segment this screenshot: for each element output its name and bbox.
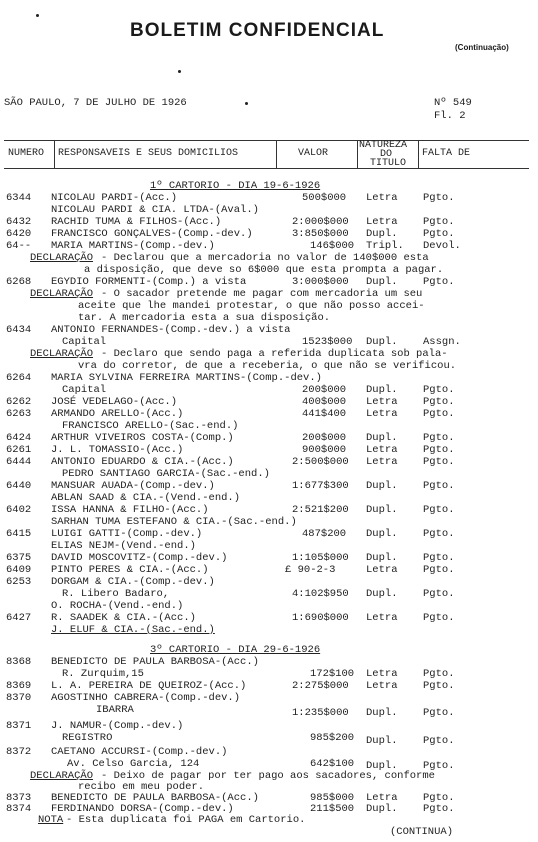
entry-number: 8369 bbox=[6, 680, 32, 692]
entry-party: Capital bbox=[62, 384, 107, 396]
declaration-text: - Declarou que a mercadoria no valor de 140$000 esta bbox=[101, 252, 429, 264]
entry-reason: Pgto. bbox=[423, 432, 455, 444]
entry-value: 200$000 bbox=[302, 432, 347, 444]
entry-value: 3:000$000 bbox=[292, 276, 349, 288]
entry-value: 172$100 bbox=[310, 668, 355, 680]
entry-reason: Pgto. bbox=[423, 480, 455, 492]
entry-party: Av. Celso Garcia, 124 bbox=[67, 758, 200, 770]
entry-value: 2:521$200 bbox=[292, 504, 349, 516]
entry-type: Dupl. bbox=[366, 588, 398, 600]
entry-party: CAETANO ACCURSI-(Comp.-dev.) bbox=[51, 746, 228, 758]
entry-number: 6344 bbox=[6, 192, 32, 204]
entry-value: 900$000 bbox=[302, 444, 347, 456]
entry-value: 1523$000 bbox=[302, 336, 353, 348]
entry-party: R. Libero Badaro, bbox=[62, 588, 170, 600]
entry-party: EGYDIO FORMENTI-(Comp.) a vista bbox=[51, 276, 247, 288]
entry-type: Letra bbox=[366, 668, 398, 680]
entry-party: PINTO PERES & CIA.-(Acc.) bbox=[51, 564, 209, 576]
entry-value: £ 90-2-3 bbox=[285, 564, 336, 576]
entry-number: 6268 bbox=[6, 276, 32, 288]
entry-reason: Pgto. bbox=[423, 276, 455, 288]
entry-number: 6264 bbox=[6, 372, 32, 384]
entry-party: REGISTRO bbox=[62, 732, 113, 744]
declaration-label: DECLARAÇÃO bbox=[30, 252, 94, 264]
entry-party: IBARRA bbox=[96, 704, 134, 716]
entry-reason: Pgto. bbox=[423, 408, 455, 420]
entry-reason: Pgto. bbox=[423, 384, 455, 396]
entry-number: 6440 bbox=[6, 480, 32, 492]
entry-number: 6402 bbox=[6, 504, 32, 516]
entry-reason: Pgto. bbox=[423, 216, 455, 228]
place-date: SÃO PAULO, 7 DE JULHO DE 1926 bbox=[4, 97, 187, 109]
entry-value: 146$000 bbox=[310, 240, 355, 252]
entry-number: 6427 bbox=[6, 612, 32, 624]
entry-reason: Devol. bbox=[423, 240, 461, 252]
entry-value: 500$000 bbox=[302, 192, 347, 204]
entry-party: FERDINANDO DORSA-(Comp.-dev.) bbox=[51, 803, 234, 815]
entry-party: J. L. TOMASSIO-(Acc.) bbox=[51, 444, 184, 456]
declaration-text: a disposição, que deve so 6$000 que esta prompta a pagar. bbox=[84, 264, 444, 276]
entry-value: 3:850$000 bbox=[292, 228, 349, 240]
entry-type: Letra bbox=[366, 444, 398, 456]
entry-party: ARTHUR VIVEIROS COSTA-(Comp.) bbox=[51, 432, 234, 444]
entry-party: DAVID MOSCOVITZ-(Comp.-dev.) bbox=[51, 552, 228, 564]
entry-type: Letra bbox=[366, 792, 398, 804]
entry-party: FRANCISCO GONÇALVES-(Comp.-dev.) bbox=[51, 228, 253, 240]
entry-number: 8368 bbox=[6, 656, 32, 668]
entry-value: 2:500$000 bbox=[292, 456, 349, 468]
entry-number: 8370 bbox=[6, 692, 32, 704]
section-title: 1º CARTORIO - DIA 19-6-1926 bbox=[150, 180, 321, 192]
entry-number: 6263 bbox=[6, 408, 32, 420]
entry-reason: Assgn. bbox=[423, 336, 461, 348]
entry-party: NICOLAU PARDI-(Acc.) bbox=[51, 192, 178, 204]
entry-type: Dupl. bbox=[366, 384, 398, 396]
entry-value: 441$400 bbox=[302, 408, 347, 420]
entry-type: Letra bbox=[366, 216, 398, 228]
entry-reason: Pgto. bbox=[423, 504, 455, 516]
entry-value: 985$200 bbox=[310, 732, 355, 744]
entry-type: Dupl. bbox=[366, 276, 398, 288]
entry-party: DORGAM & CIA.-(Comp.-dev.) bbox=[51, 576, 215, 588]
continued-marker: (CONTINUA) bbox=[390, 826, 454, 838]
entry-type: Dupl. bbox=[366, 803, 398, 815]
col-responsaveis: RESPONSAVEIS E SEUS DOMICILIOS bbox=[58, 148, 239, 159]
section-title: 3º CARTORIO - DIA 29-6-1926 bbox=[150, 644, 321, 656]
entry-party: BENEDICTO DE PAULA BARBOSA-(Acc.) bbox=[51, 792, 259, 804]
note-text: - Esta duplicata foi PAGA em Cartorio. bbox=[66, 814, 306, 826]
entry-number: 6434 bbox=[6, 324, 32, 336]
entry-reason: Pgto. bbox=[423, 228, 455, 240]
scan-speck bbox=[36, 14, 39, 17]
entry-party: ARMANDO ARELLO-(Acc.) bbox=[51, 408, 184, 420]
entry-reason: Pgto. bbox=[423, 192, 455, 204]
declaration-label: DECLARAÇÃO bbox=[30, 288, 94, 300]
entry-party: JOSÉ VEDELAGO-(Acc.) bbox=[51, 396, 178, 408]
entry-type: Dupl. bbox=[366, 480, 398, 492]
entry-type: Letra bbox=[366, 408, 398, 420]
entry-party: O. ROCHA-(Vend.-end.) bbox=[51, 600, 184, 612]
declaration-text: - Deixo de pagar por ter pago aos sacadores, conforme bbox=[101, 770, 435, 782]
declaration-text: recibo em meu poder. bbox=[78, 781, 205, 793]
entry-reason: Pgto. bbox=[423, 564, 455, 576]
entry-party: MARIA MARTINS-(Comp.-dev.) bbox=[51, 240, 215, 252]
entry-type: Dupl. bbox=[366, 735, 398, 747]
continuation-note: (Continuação) bbox=[455, 43, 509, 52]
entry-number: 6444 bbox=[6, 456, 32, 468]
entry-type: Dupl. bbox=[366, 504, 398, 516]
entry-type: Dupl. bbox=[366, 760, 398, 772]
entry-value: 985$000 bbox=[310, 792, 355, 804]
entry-value: 2:000$000 bbox=[292, 216, 349, 228]
entry-number: 6415 bbox=[6, 528, 32, 540]
entry-type: Dupl. bbox=[366, 552, 398, 564]
declaration-label: DECLARAÇÃO bbox=[30, 348, 94, 360]
entry-type: Letra bbox=[366, 680, 398, 692]
entry-number: 6420 bbox=[6, 228, 32, 240]
entry-party: R. SAADEK & CIA.-(Acc.) bbox=[51, 612, 196, 624]
entry-party: BENEDICTO DE PAULA BARBOSA-(Acc.) bbox=[51, 656, 259, 668]
col-natureza-titulo: TITULO bbox=[370, 158, 407, 169]
bulletin-number: Nº 549 bbox=[434, 97, 472, 109]
sheet-number: Fl. 2 bbox=[434, 110, 466, 122]
scan-speck bbox=[178, 70, 181, 73]
entry-value: 1:235$000 bbox=[292, 707, 349, 719]
entry-type: Letra bbox=[366, 564, 398, 576]
entry-party: ANTONIO EDUARDO & CIA.-(Acc.) bbox=[51, 456, 234, 468]
entry-value: 1:105$000 bbox=[292, 552, 349, 564]
declaration-text: aceite que lhe mandei protestar, o que não posso accei- bbox=[78, 300, 425, 312]
entry-party: Capital bbox=[62, 336, 107, 348]
entry-number: 6375 bbox=[6, 552, 32, 564]
entry-value: 1:677$300 bbox=[292, 480, 349, 492]
entry-reason: Pgto. bbox=[423, 707, 455, 719]
entry-party: J. ELUF & CIA.-(Sac.-end.) bbox=[51, 624, 215, 636]
entry-value: 400$000 bbox=[302, 396, 347, 408]
entry-value: 200$000 bbox=[302, 384, 347, 396]
entry-reason: Pgto. bbox=[423, 668, 455, 680]
note-label: NOTA bbox=[38, 814, 64, 826]
entry-party: PEDRO SANTIAGO GARCIA-(Sac.-end.) bbox=[62, 468, 270, 480]
entry-party: LUIGI GATTI-(Comp.-dev.) bbox=[51, 528, 203, 540]
declaration-text: tar. A mercadoria esta a sua disposição. bbox=[78, 312, 331, 324]
entry-party: ELIAS NEJM-(Vend.-end.) bbox=[51, 540, 196, 552]
entry-party: AGOSTINHO CABRERA-(Comp.-dev.) bbox=[51, 692, 241, 704]
entry-party: RACHID TUMA & FILHOS-(Acc.) bbox=[51, 216, 222, 228]
entry-value: 2:275$000 bbox=[292, 680, 349, 692]
entry-reason: Pgto. bbox=[423, 760, 455, 772]
entry-type: Dupl. bbox=[366, 528, 398, 540]
entry-number: 8371 bbox=[6, 720, 32, 732]
declaration-text: vra do corretor, de que a receberia, o que não se verificou. bbox=[78, 360, 457, 372]
entry-type: Dupl. bbox=[366, 432, 398, 444]
entry-number: 8374 bbox=[6, 803, 32, 815]
scan-speck bbox=[245, 102, 248, 105]
entry-type: Letra bbox=[366, 456, 398, 468]
entry-party: R. Zurquim,15 bbox=[62, 668, 144, 680]
entry-value: 4:102$950 bbox=[292, 588, 349, 600]
entry-reason: Pgto. bbox=[423, 456, 455, 468]
entry-type: Dupl. bbox=[366, 707, 398, 719]
entry-type: Dupl. bbox=[366, 336, 398, 348]
entry-reason: Pgto. bbox=[423, 735, 455, 747]
declaration-text: - O sacador pretende me pagar com mercadoria um seu bbox=[101, 288, 423, 300]
entry-type: Tripl. bbox=[366, 240, 404, 252]
document-title: BOLETIM CONFIDENCIAL bbox=[130, 20, 385, 41]
entry-reason: Pgto. bbox=[423, 680, 455, 692]
entry-number: 8373 bbox=[6, 792, 32, 804]
col-valor: VALOR bbox=[298, 148, 329, 159]
entry-reason: Pgto. bbox=[423, 612, 455, 624]
entry-party: NICOLAU PARDI & CIA. LTDA-(Aval.) bbox=[51, 204, 259, 216]
entry-value: 211$500 bbox=[310, 803, 355, 815]
entry-party: FRANCISCO ARELLO-(Sac.-end.) bbox=[62, 420, 239, 432]
entry-number: 6261 bbox=[6, 444, 32, 456]
entry-value: 642$100 bbox=[310, 758, 355, 770]
entry-reason: Pgto. bbox=[423, 552, 455, 564]
entry-type: Letra bbox=[366, 396, 398, 408]
entry-value: 487$200 bbox=[302, 528, 347, 540]
entry-party: MANSUAR AUADA-(Comp.-dev.) bbox=[51, 480, 215, 492]
col-natureza: NATUREZA bbox=[359, 140, 408, 151]
entry-number: 6262 bbox=[6, 396, 32, 408]
entry-value: 1:690$000 bbox=[292, 612, 349, 624]
entry-reason: Pgto. bbox=[423, 528, 455, 540]
entry-number: 8372 bbox=[6, 746, 32, 758]
col-falta: FALTA DE bbox=[422, 148, 471, 159]
col-numero: NUMERO bbox=[8, 148, 45, 159]
entry-party: ANTONIO FERNANDES-(Comp.-dev.) a vista bbox=[51, 324, 291, 336]
entry-reason: Pgto. bbox=[423, 396, 455, 408]
entry-party: SARHAN TUMA ESTEFANO & CIA.-(Sac.-end.) bbox=[51, 516, 297, 528]
entry-number: 6253 bbox=[6, 576, 32, 588]
declaration-label: DECLARAÇÃO bbox=[30, 770, 94, 782]
entry-reason: Pgto. bbox=[423, 444, 455, 456]
entry-party: ABLAN SAAD & CIA.-(Vend.-end.) bbox=[51, 492, 241, 504]
entry-number: 6409 bbox=[6, 564, 32, 576]
entry-party: ISSA HANNA & FILHO-(Acc.) bbox=[51, 504, 209, 516]
col-natureza-do: DO bbox=[380, 149, 393, 160]
entry-number: 64-- bbox=[6, 240, 32, 252]
entry-reason: Pgto. bbox=[423, 792, 455, 804]
entry-reason: Pgto. bbox=[423, 803, 455, 815]
entry-party: MARIA SYLVINA FERREIRA MARTINS-(Comp.-dev.) bbox=[51, 372, 322, 384]
entry-reason: Pgto. bbox=[423, 588, 455, 600]
entry-party: J. NAMUR-(Comp.-dev.) bbox=[51, 720, 184, 732]
entry-party: L. A. PEREIRA DE QUEIROZ-(Acc.) bbox=[51, 680, 247, 692]
entry-number: 6432 bbox=[6, 216, 32, 228]
entry-type: Letra bbox=[366, 192, 398, 204]
entry-type: Dupl. bbox=[366, 228, 398, 240]
entry-number: 6424 bbox=[6, 432, 32, 444]
entry-type: Letra bbox=[366, 612, 398, 624]
declaration-text: - Declaro que sendo paga a referida duplicata sob pala- bbox=[101, 348, 448, 360]
